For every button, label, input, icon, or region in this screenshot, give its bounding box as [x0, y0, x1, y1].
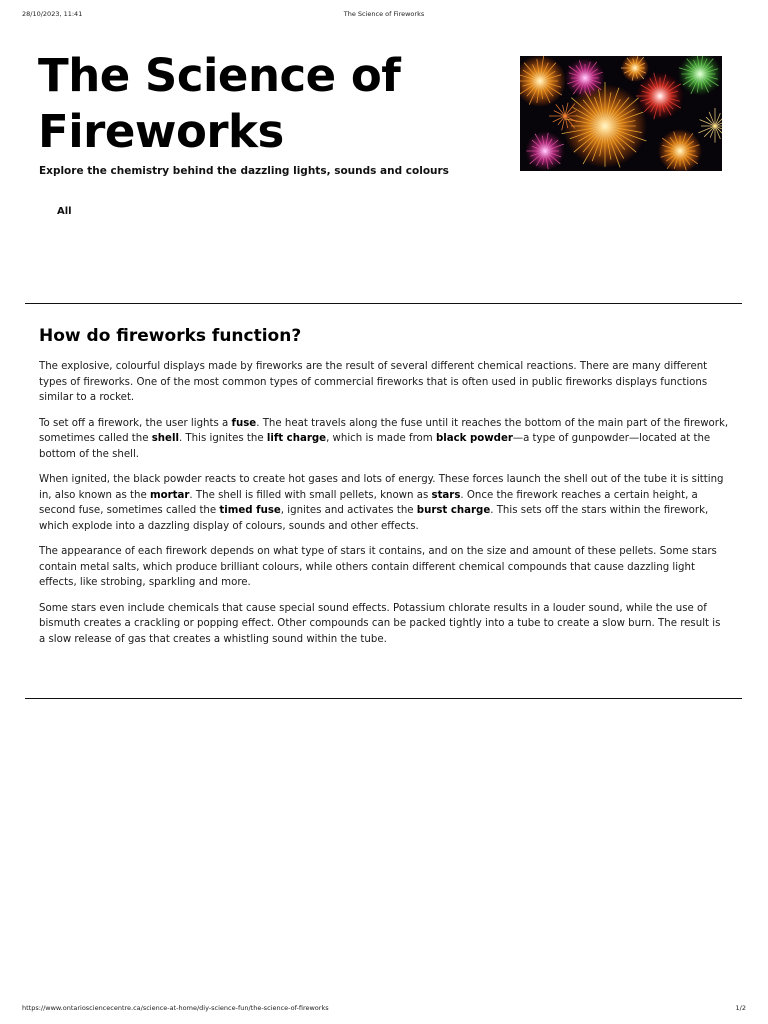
term-burst-charge: burst charge — [416, 505, 491, 516]
term-shell: shell — [151, 433, 179, 444]
paragraph-4: The appearance of each firework depends on what type of stars it contains, and on the size and amount of these pellets. Some stars contain metal salts, which produce brilliant colours, while others contain different chemical compounds that cause dazzling light effects, like strobing, sparkling and more. — [39, 546, 717, 588]
term-stars: stars — [431, 489, 461, 501]
term-mortar: mortar — [149, 489, 190, 501]
article-body — [39, 359, 729, 657]
filter-all-link[interactable]: All — [57, 206, 72, 217]
paragraph-5: Some stars even include chemicals that cause special sound effects. Potassium chlorate results in a louder sound, while the use of bismuth creates a crackling or popping effect. Other compounds can be packed tightly into a tube to create a slow burn. The result is a slow release of gas that creates a whistling sound within the tube. — [39, 602, 721, 645]
section-heading: How do fireworks function? — [39, 326, 302, 346]
paragraph-2: To set off a firework, the user lights a fuse. The heat travels along the fuse until it reaches the bottom of the main part of the firework, sometimes called the shell. This ignites the lift charge, which is made from black powder—a type of gunpowder—located at the bottom of the shell. — [39, 417, 729, 460]
page-subtitle: Explore the chemistry behind the dazzling lights, sounds and colours — [39, 165, 449, 177]
paragraph-1: The explosive, colourful displays made by fireworks are the result of several different chemical reactions. There are many different types of fireworks. One of the most common types of commercial fireworks that is often used in public fireworks displays functions similar to a rocket. — [39, 361, 708, 403]
section-divider-top — [25, 303, 742, 304]
term-fuse: fuse — [231, 417, 257, 429]
term-lift-charge: lift charge — [266, 433, 327, 444]
term-timed-fuse: timed fuse — [219, 505, 281, 516]
print-url[interactable]: https://www.ontariosciencecentre.ca/science-at-home/diy-science-fun/the-science-of-fireworks — [22, 1004, 329, 1012]
section-divider-bottom — [25, 698, 742, 699]
print-datetime: 28/10/2023, 11:41 — [22, 10, 83, 18]
fireworks-illustration — [520, 56, 722, 171]
fireworks-image — [520, 56, 722, 171]
paragraph-3: When ignited, the black powder reacts to create hot gases and lots of energy. These forces launch the shell out of the tube it is sitting in, also known as the mortar. The shell is filled with small pellets, known as stars. Once the firework reaches a certain height, a second fuse, sometimes called the timed fuse, ignites and activates the burst charge. This sets off the stars within the firework, which explode into a dazzling display of colours, sounds and other effects. — [39, 474, 724, 532]
page-title: The Science of Fireworks — [38, 49, 401, 158]
term-black-powder: black powder — [435, 433, 513, 444]
print-doc-title: The Science of Fireworks — [343, 10, 425, 18]
page-number: 1/2 — [735, 1004, 746, 1012]
